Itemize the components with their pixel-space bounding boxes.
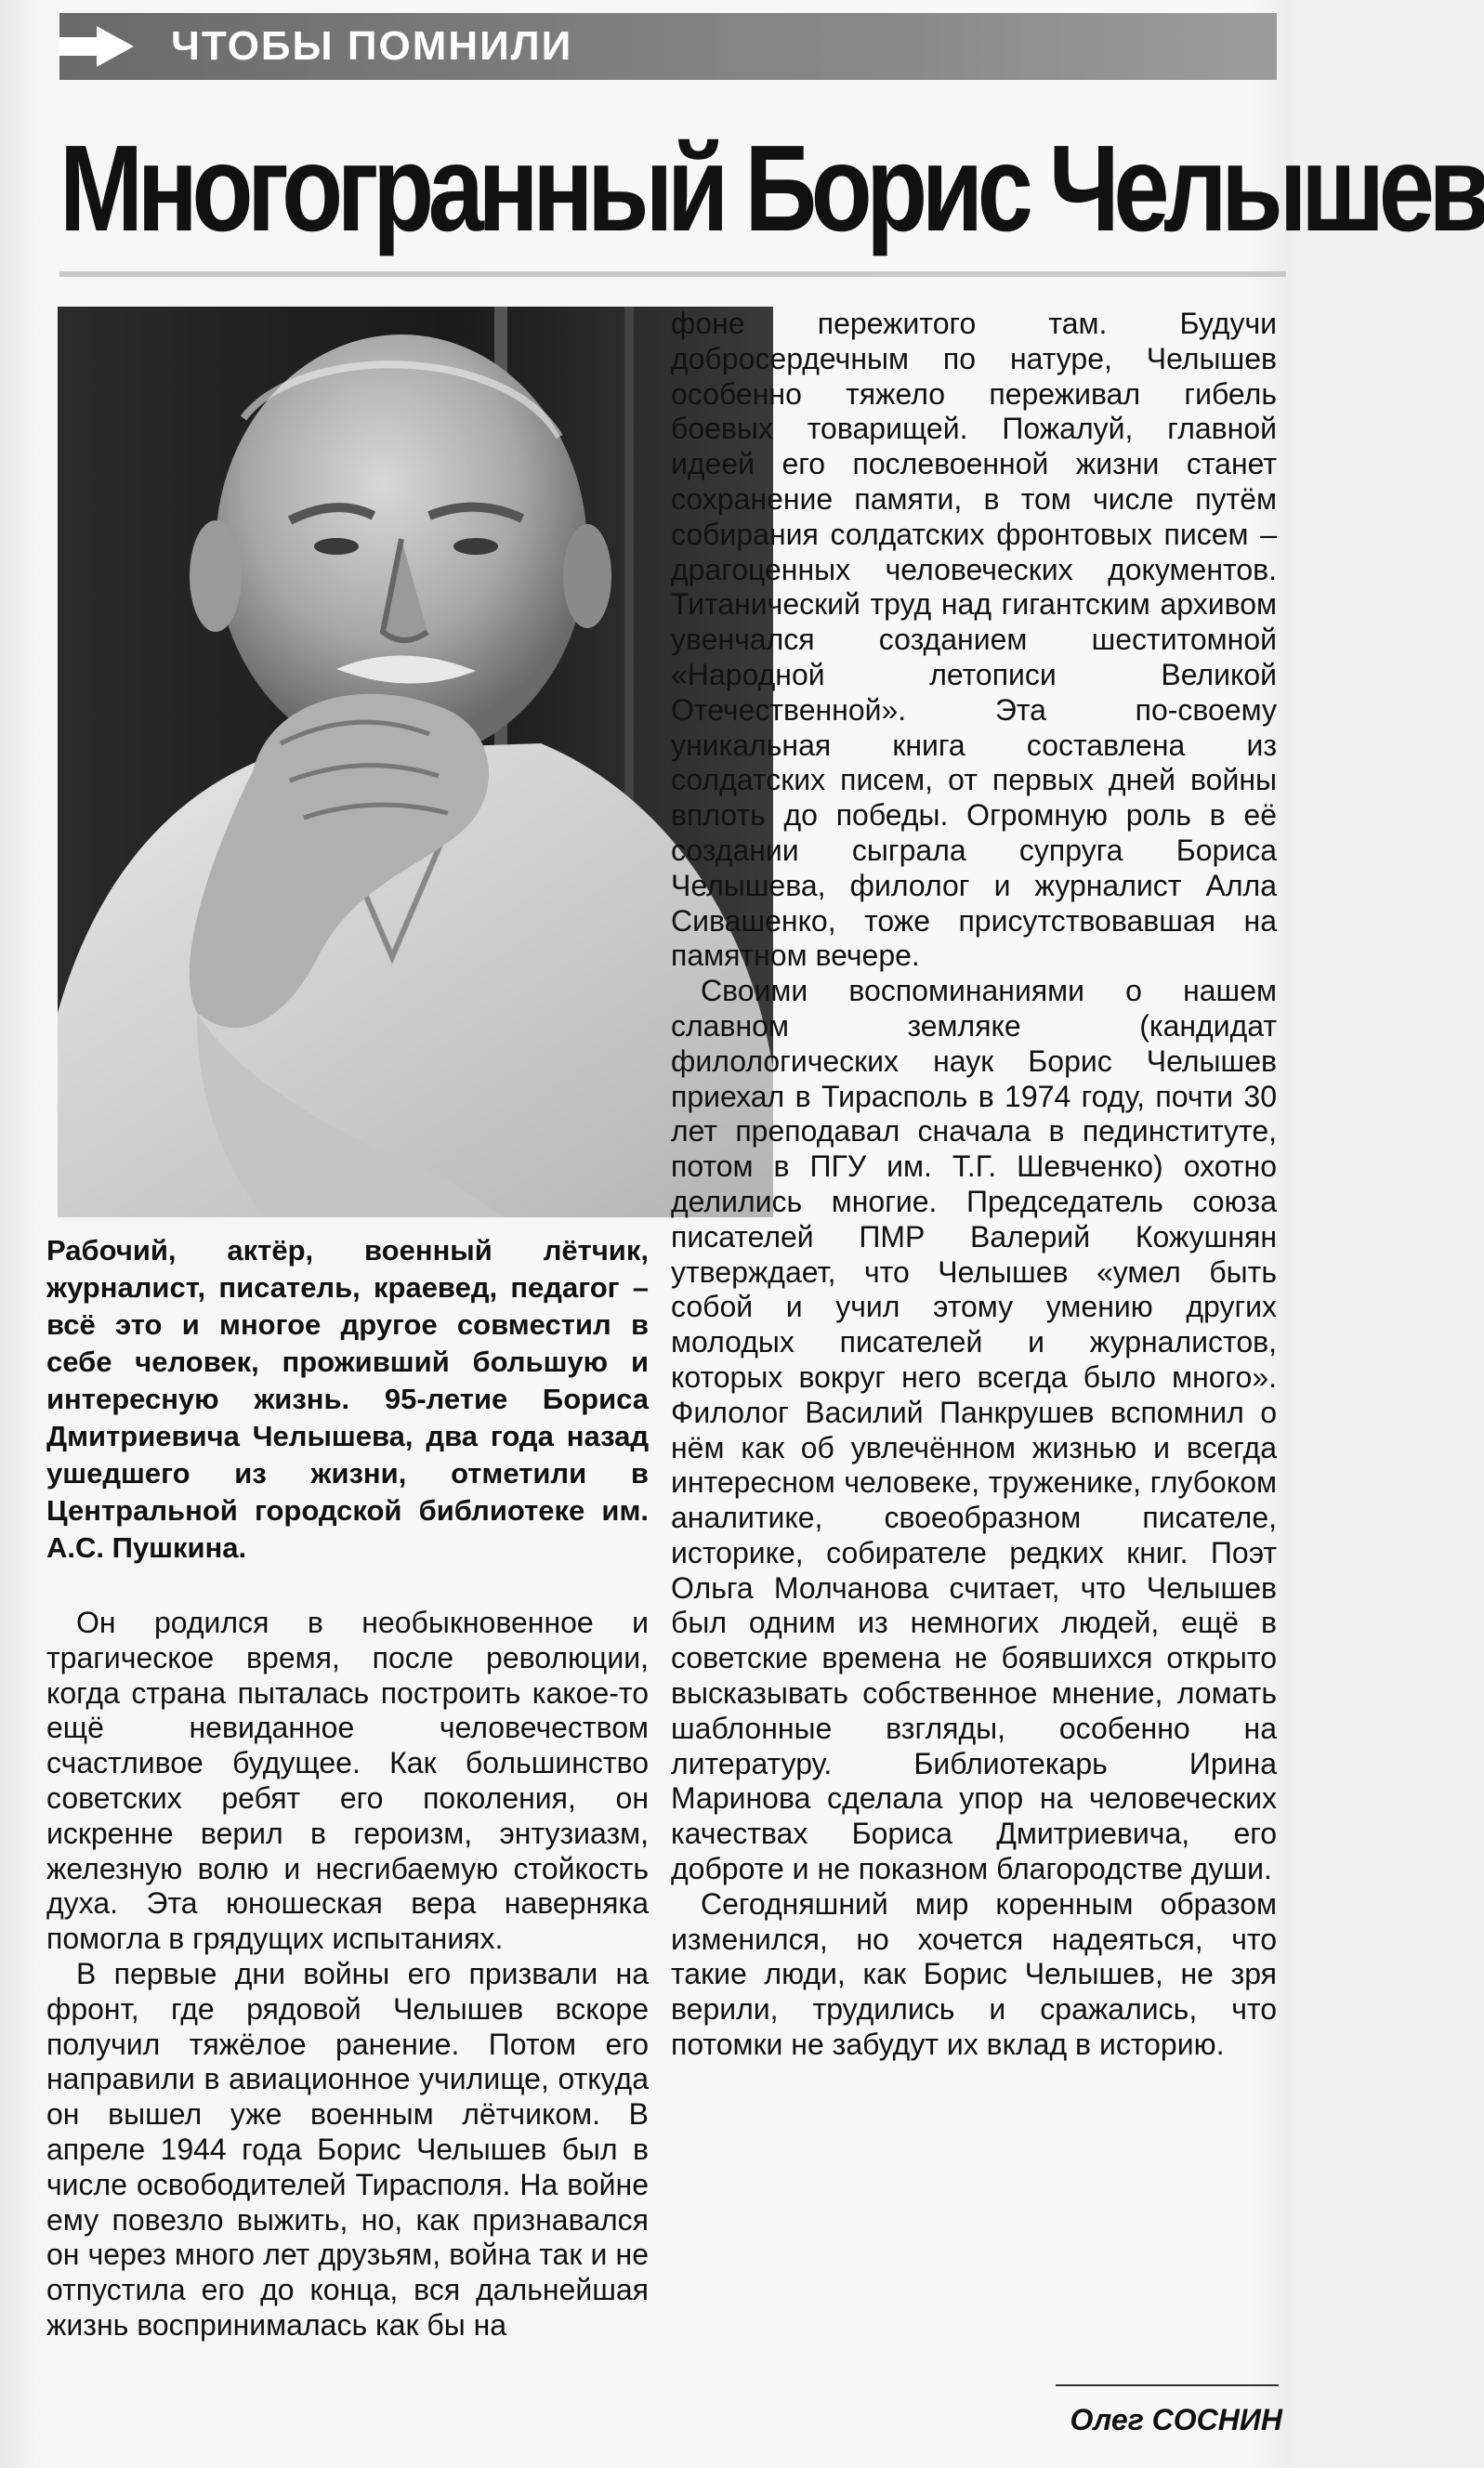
author-divider	[1056, 2384, 1279, 2386]
paragraph: В первые дни войны его призвали на фронт, где рядовой Челышев вскоре получил тяжёлое ранение. Потом его направили в авиационное училище, откуда он вышел уже военным лётчиком. В апреле 1944 года Борис Челышев был в числе освободителей Тирасполя. На войне ему повезло выжить, но, как признавался он через много лет друзьям, война так и не отпустила его до конца, вся дальнейшая жизнь воспринималась как бы на	[46, 1956, 649, 2342]
paragraph: Своими воспоминаниями о нашем славном земляке (кандидат филологических наук Борис Челышев приехал в Тирасполь в 1974 году, почти 30 лет преподавал сначала в пединституте, потом в ПГУ им. Т.Г. Шевченко) охотно делились многие. Председатель союза писателей ПМР Валерий Кожушнян утверждает, что Челышев «умел быть собой и учил этому умению других молодых писателей и журналистов, которых вокруг него всегда было много». Филолог Василий Панкрушев вспомнил о нём как об увлечённом жизнью и всегда интересном человеке, труженике, глубоком аналитике, своеобразном писателе, историке, собирателе редких книг. Поэт Ольга Молчанова считает, что Челышев был одним из немногих людей, ещё в советские времена не боявшихся открыто высказывать собственное мнение, ломать шаблонные взгляды, особенно на литературу. Библиотекарь Ирина Маринова сделала упор на человеческих качествах Бориса Дмитриевича, его доброте и не показном благородстве души.	[671, 974, 1277, 1886]
article-headline: Многогранный Борис Челышев	[59, 120, 1484, 256]
portrait-illustration	[58, 307, 773, 1217]
paragraph: Сегодняшний мир коренным образом изменился, но хочется надеяться, что такие люди, как Борис Челышев, не зря верили, трудились и сражались, что потомки не забудут их вклад в историю.	[671, 1886, 1277, 2062]
article-column-right	[671, 307, 1277, 2063]
arrow-right-icon	[97, 26, 134, 67]
article-column-left	[46, 1606, 649, 2343]
paragraph: Он родился в необыкновенное и трагическое время, после революции, когда страна пыталась построить какое-то ещё невиданное человечеством счастливое будущее. Как большинство советских ребят его поколения, он искренне верил в героизм, энтузиазм, железную волю и несгибаемую стойкость духа. Эта юношеская вера наверняка помогла в грядущих испытаниях.	[46, 1606, 649, 1956]
section-header	[59, 13, 1277, 80]
paragraph: фоне пережитого там. Будучи добросердечным по натуре, Челышев особенно тяжело переживал гибель боевых товарищей. Пожалуй, главной идеей его послевоенной жизни станет сохранение памяти, в том числе путём собирания солдатских фронтовых писем – драгоценных человеческих документов. Титанический труд над гигантским архивом увенчался созданием шеститомной «Народной летописи Великой Отечественной». Эта по-своему уникальная книга составлена из солдатских писем, от первых дней войны вплоть до победы. Огромную роль в её создании сыграла супруга Бориса Челышева, филолог и журналист Алла Сивашенко, тоже присутствовавшая на памятном вечере.	[671, 307, 1277, 973]
article-lead: Рабочий, актёр, военный лётчик, журналист, писатель, краевед, педагог – всё это и многое другое совместил в себе человек, проживший большую и интересную жизнь. 95-летие Бориса Дмитриевича Челышева, два года назад ушедшего из жизни, отметили в Центральной городской библиотеке им. А.С. Пушкина.	[46, 1234, 649, 1564]
section-label: ЧТОБЫ ПОМНИЛИ	[171, 23, 573, 69]
portrait-photo	[58, 307, 773, 1217]
author-byline: Олег СОСНИН	[1070, 2403, 1282, 2436]
headline-divider	[59, 271, 1286, 277]
